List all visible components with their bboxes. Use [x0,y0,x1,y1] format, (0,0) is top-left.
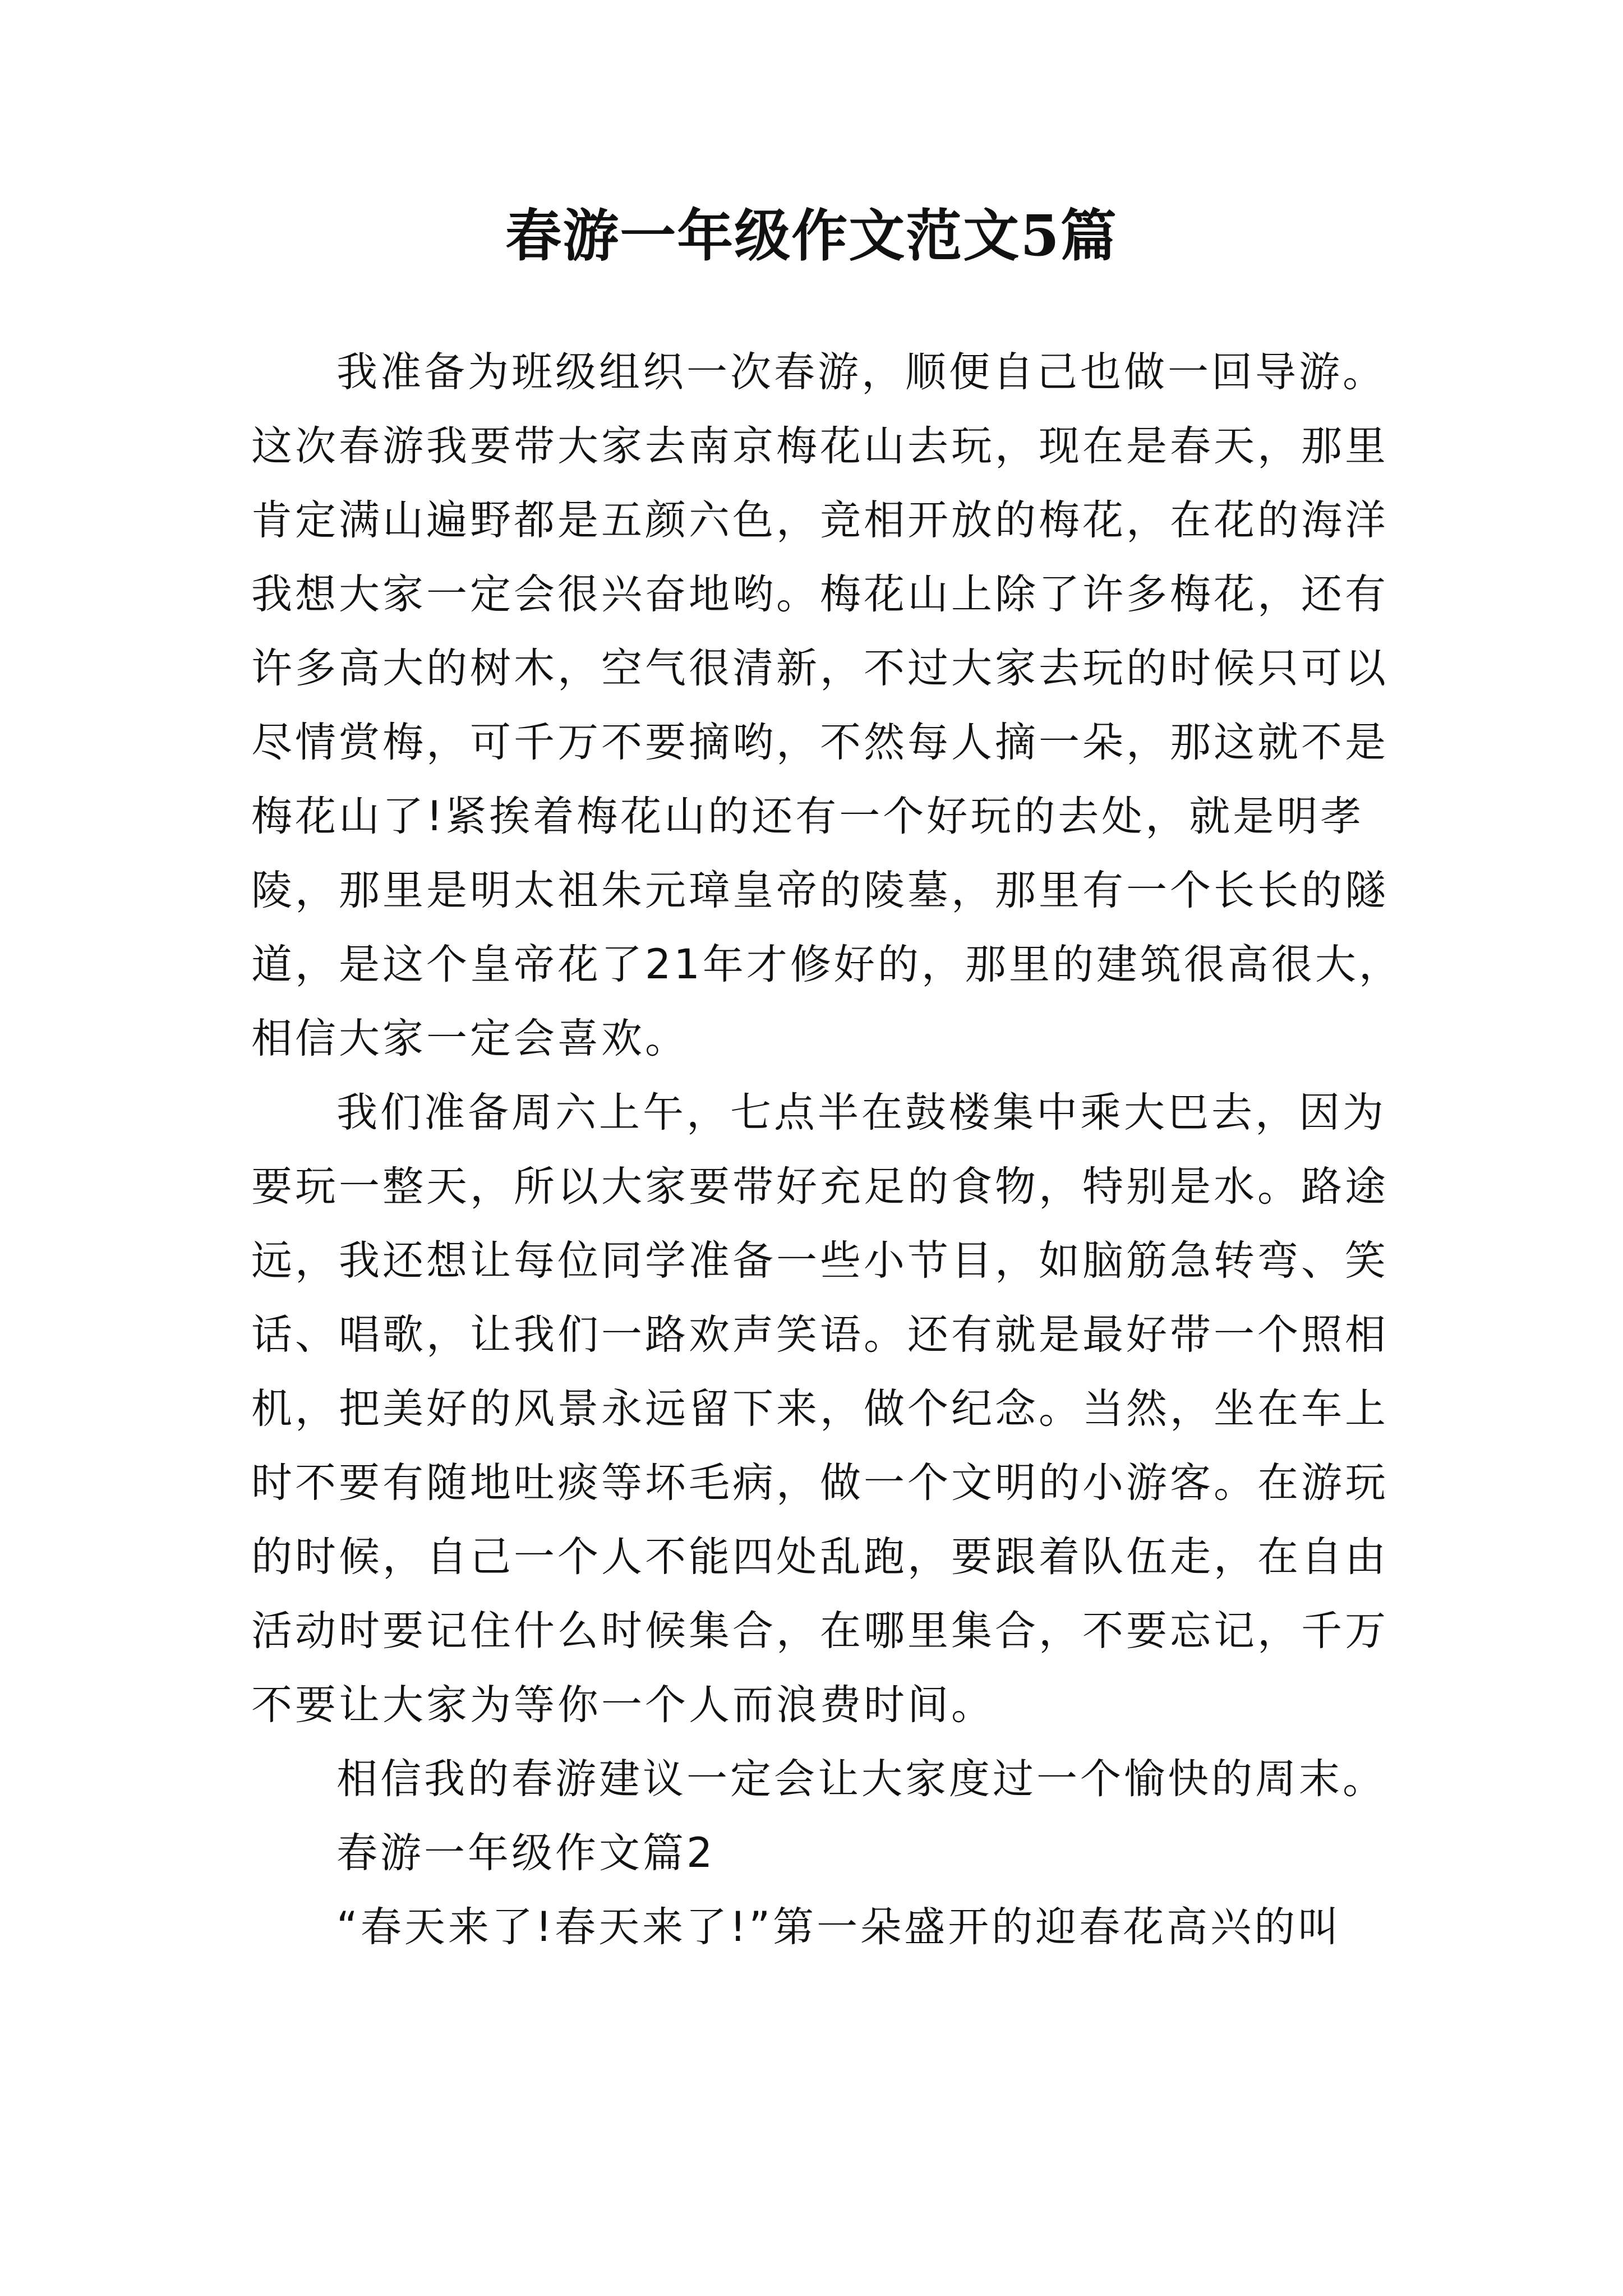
text-line: 我们准备周六上午，七点半在鼓楼集中乘大巴去，因为 [336,1089,1386,1137]
text-line: 道，是这个皇帝花了21年才修好的，那里的建筑很高很大， [251,941,1403,988]
text-line: 陵，那里是明太祖朱元璋皇帝的陵墓，那里有一个长长的隧 [251,867,1389,914]
document-title: 春游一年级作文范文5篇 [505,203,1118,269]
text-line: 肯定满山遍野都是五颜六色，竞相开放的梅花，在花的海洋 [251,496,1389,544]
text-line: 这次春游我要带大家去南京梅花山去玩，现在是春天，那里 [251,422,1389,470]
text-line: 尽情赏梅，可千万不要摘哟，不然每人摘一朵，那这就不是 [251,719,1389,766]
text-line: “春天来了!春天来了!”第一朵盛开的迎春花高兴的叫 [336,1903,1342,1951]
text-line: 许多高大的树木，空气很清新，不过大家去玩的时候只可以 [251,645,1389,692]
text-line: 话、唱歌，让我们一路欢声笑语。还有就是最好带一个照相 [251,1311,1389,1359]
text-line: 相信我的春游建议一定会让大家度过一个愉快的周末。 [336,1755,1386,1803]
text-line: 时不要有随地吐痰等坏毛病，做一个文明的小游客。在游玩 [251,1459,1389,1507]
text-line: 要玩一整天，所以大家要带好充足的食物，特别是水。路途 [251,1163,1389,1211]
text-line: 我想大家一定会很兴奋地哟。梅花山上除了许多梅花，还有 [251,570,1389,618]
text-line: 相信大家一定会喜欢。 [251,1015,689,1062]
text-line: 春游一年级作文篇2 [336,1829,716,1877]
document-body [251,335,1407,1964]
text-line: 活动时要记住什么时候集合，在哪里集合，不要忘记，千万 [251,1607,1389,1655]
text-line: 远，我还想让每位同学准备一些小节目，如脑筋急转弯、笑 [251,1237,1389,1285]
text-line: 不要让大家为等你一个人而浪费时间。 [251,1681,995,1729]
text-line: 的时候，自己一个人不能四处乱跑，要跟着队伍走，在自由 [251,1533,1389,1581]
text-line: 我准备为班级组织一次春游，顺便自己也做一回导游。 [336,348,1386,396]
text-line: 机，把美好的风景永远留下来，做个纪念。当然，坐在车上 [251,1385,1389,1433]
text-line: 梅花山了!紧挨着梅花山的还有一个好玩的去处，就是明孝 [251,793,1364,840]
